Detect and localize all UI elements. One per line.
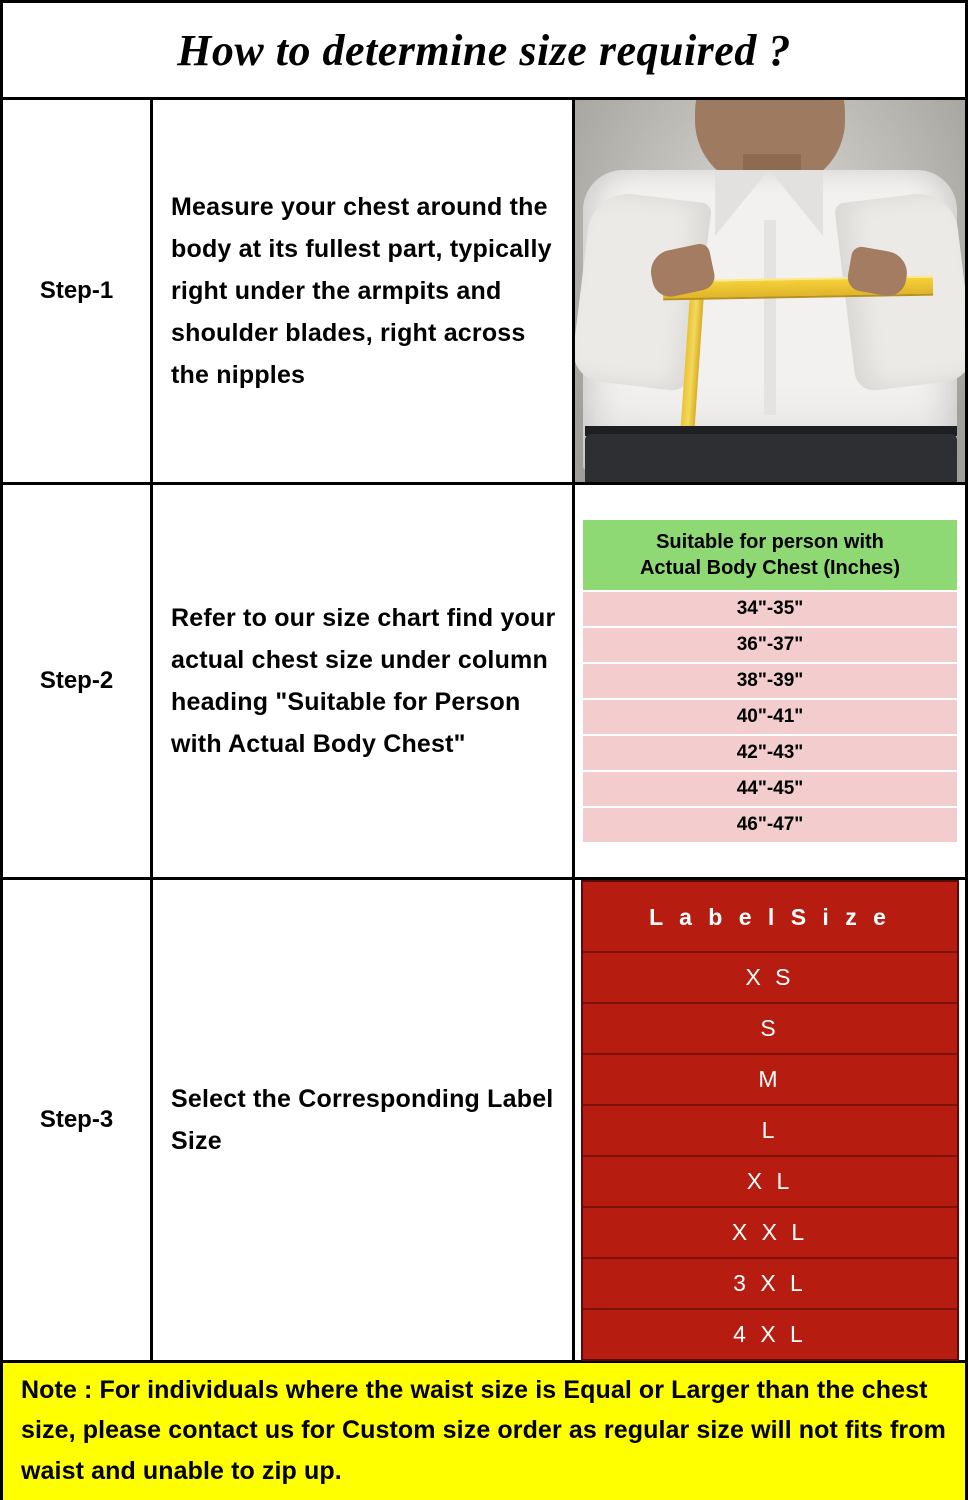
steps-grid [3, 100, 965, 1363]
step-3-description-cell [153, 880, 575, 1360]
chest-table-header [583, 520, 957, 592]
chest-table-header-line-1: Suitable for person with [656, 531, 884, 553]
chest-table-row: 44"-45" [583, 772, 957, 808]
chest-table-row: 42"-43" [583, 736, 957, 772]
step-2-label: Step-2 [3, 485, 153, 877]
label-table-row: L [583, 1106, 957, 1157]
shirt-placket [764, 220, 776, 415]
step-2-text: Refer to our size chart find your actual chest size under column heading "Suitable for Person with Actual Body Chest" [171, 604, 556, 758]
label-size-table [581, 880, 959, 1361]
chest-table-row: 36"-37" [583, 628, 957, 664]
shirt-collar-right [771, 172, 823, 236]
chest-table-row: 38"-39" [583, 664, 957, 700]
chest-table-row: 40"-41" [583, 700, 957, 736]
chest-table-header-line-2: Actual Body Chest (Inches) [639, 557, 901, 579]
label-table-row: X S [583, 953, 957, 1004]
shirt-collar-left [715, 172, 767, 236]
step-2-visual-cell [575, 485, 965, 877]
page-title: How to determine size required ? [3, 3, 965, 100]
label-table-header: L a b e l S i z e [583, 882, 957, 953]
step-1-visual-cell [575, 100, 965, 482]
note-banner [3, 1363, 965, 1500]
step-3-visual-cell [575, 880, 965, 1360]
label-table-row: X L [583, 1157, 957, 1208]
step-2-description-cell [153, 485, 575, 877]
step-3-text: Select the Corresponding Label Size [171, 1085, 554, 1155]
chest-measurement-photo [575, 100, 965, 482]
chest-table-row: 46"-47" [583, 808, 957, 842]
step-row-2 [3, 485, 965, 880]
step-1-text: Measure your chest around the body at its fullest part, typically right under the armpits and shoulder blades, right across the nipples [171, 193, 552, 389]
model-trousers [585, 434, 957, 482]
label-table-row: 4 X L [733, 1320, 807, 1347]
step-row-1 [3, 100, 965, 485]
step-1-label: Step-1 [3, 100, 153, 482]
chest-size-table [581, 518, 959, 844]
step-3-label: Step-3 [3, 880, 153, 1360]
label-table-row: X X L [583, 1208, 957, 1259]
chest-table-row: 34"-35" [583, 592, 957, 628]
step-row-3 [3, 880, 965, 1363]
label-table-row: S [583, 1004, 957, 1055]
label-table-row: 3 X L [583, 1259, 957, 1310]
step-1-description-cell [153, 100, 575, 482]
label-table-row: M [583, 1055, 957, 1106]
note-text: Note : For individuals where the waist size is Equal or Larger than the chest size, please contact us for Custom size order as regular size will not fits from waist and unable to zip up. [21, 1375, 946, 1485]
